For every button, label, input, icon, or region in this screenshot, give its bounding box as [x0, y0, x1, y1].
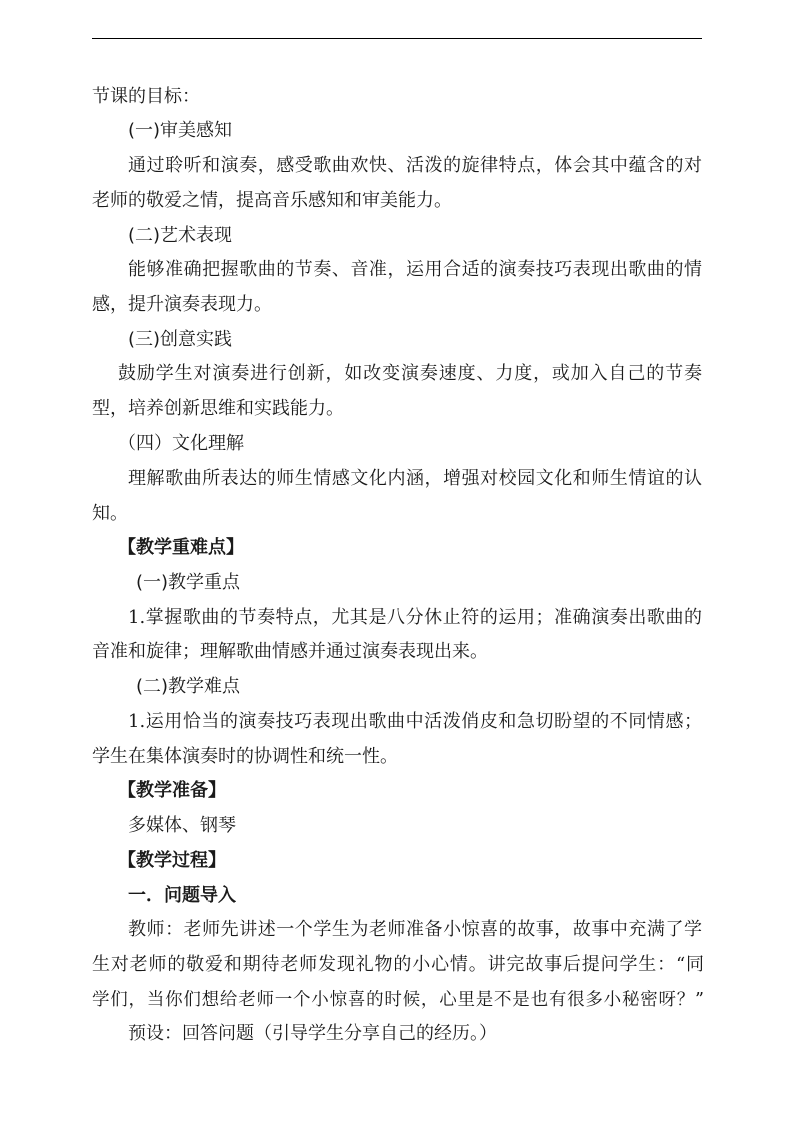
section-title-key-points: (一)教学重点 [136, 572, 241, 593]
section-title-art: (二)艺术表现 [128, 225, 233, 246]
paragraph-line: 节课的目标： [92, 86, 200, 107]
paragraph-line: 1.运用恰当的演奏技巧表现出歌曲中活泼俏皮和急切盼望的不同情感； [128, 711, 702, 732]
paragraph-line: 理解歌曲所表达的师生情感文化内涵，增强对校园文化和师生情谊的认 [128, 468, 702, 489]
heading-key-difficult: 【教学重难点】 [118, 537, 244, 558]
paragraph-line: 老师的敬爱之情，提高音乐感知和审美能力。 [92, 190, 452, 211]
paragraph-line: 生对老师的敬爱和期待老师发现礼物的小心情。讲完故事后提问学生：“同 [92, 954, 704, 975]
section-title-creative: (三)创意实践 [128, 329, 233, 350]
heading-preparation: 【教学准备】 [118, 780, 226, 801]
section-title-difficulties: (二)教学难点 [136, 676, 241, 697]
heading-process: 【教学过程】 [118, 850, 226, 871]
header-rule [92, 38, 702, 39]
paragraph-line: 多媒体、钢琴 [128, 815, 236, 836]
paragraph-line: 学们，当你们想给老师一个小惊喜的时候，心里是不是也有很多小秘密呀？” [92, 990, 704, 1010]
paragraph-line: 学生在集体演奏时的协调性和统一性。 [92, 746, 398, 767]
paragraph-line: 型，培养创新思维和实践能力。 [92, 398, 344, 419]
paragraph-line: 能够准确把握歌曲的节奏、音准，运用合适的演奏技巧表现出歌曲的情 [128, 259, 702, 280]
section-title-aesthetic: (一)审美感知 [128, 120, 233, 141]
paragraph-line: 音准和旋律；理解歌曲情感并通过演奏表现出来。 [92, 641, 488, 662]
paragraph-line: 预设：回答问题（引导学生分享自己的经历。） [128, 1023, 497, 1044]
paragraph-line: 鼓励学生对演奏进行创新，如改变演奏速度、力度，或加入自己的节奏 [118, 363, 702, 384]
paragraph-line: 教师：老师先讲述一个学生为老师准备小惊喜的故事，故事中充满了学 [128, 919, 702, 940]
section-title-intro: 一．问题导入 [128, 885, 236, 906]
paragraph-line: 知。 [92, 503, 128, 524]
section-title-culture: （四）文化理解 [118, 433, 244, 454]
paragraph-line: 感，提升演奏表现力。 [92, 294, 272, 315]
paragraph-line: 通过聆听和演奏，感受歌曲欢快、活泼的旋律特点，体会其中蕴含的对 [128, 155, 702, 176]
paragraph-line: 1.掌握歌曲的节奏特点，尤其是八分休止符的运用；准确演奏出歌曲的 [128, 607, 702, 628]
